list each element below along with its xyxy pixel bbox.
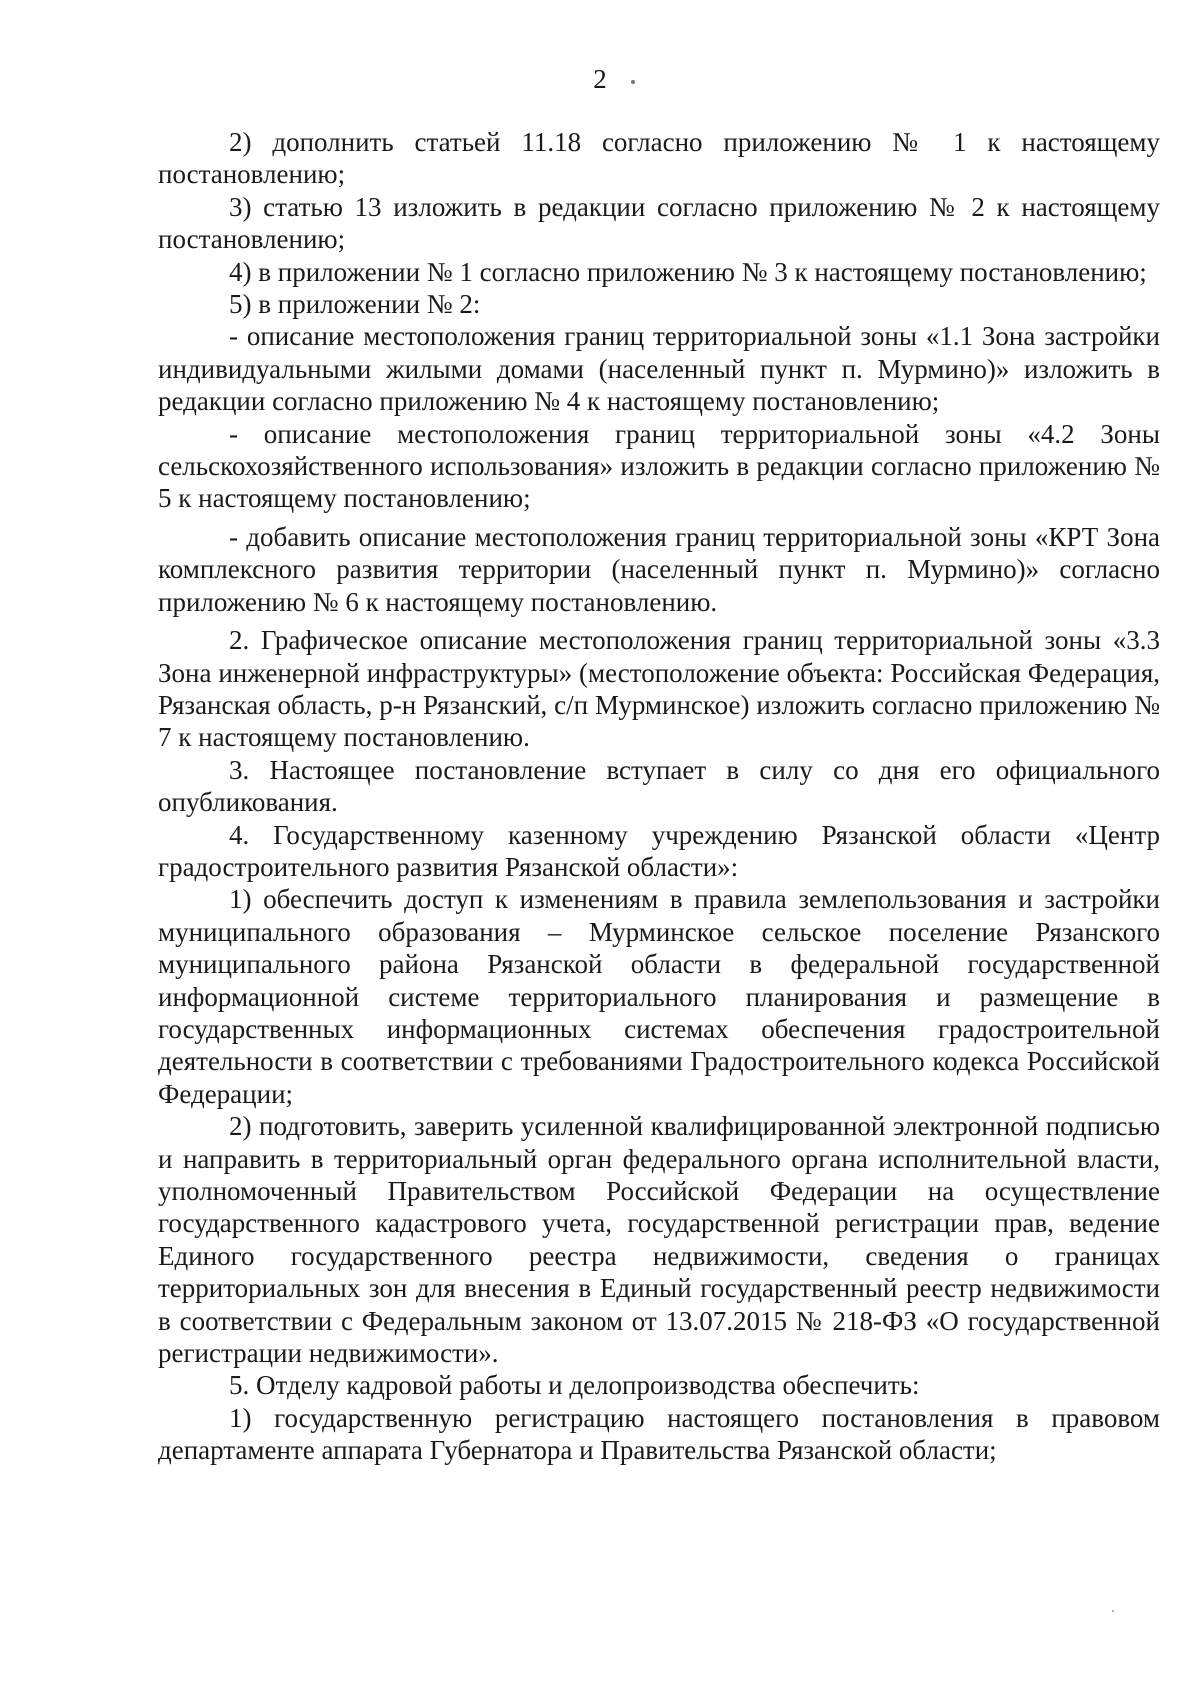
paragraph-item-3: 3) статью 13 изложить в редакции согласно приложению № 2 к настоящему постановлению;: [158, 191, 1160, 255]
paragraph-clause-4: 4. Государственному казенному учреждению Рязанской области «Центр градостроительного развития Рязанской области»:: [158, 819, 1160, 882]
paragraph-subitem-krt-zone: - добавить описание местоположения границ территориальной зоны «КРТ Зона комплексного развития территории (населенный пункт п. Мурмино)» согласно приложению № 6 к настоящему постановлению.: [158, 521, 1160, 617]
document-body: [158, 126, 1160, 1467]
paragraph-clause-4-item-1: 1) обеспечить доступ к изменениям в правила землепользования и застройки муниципального образования – Мурминское сельское поселение Рязанского муниципального района Рязанской области в федеральной государственной информационной системе территориального планирования и размещение в государственных информационных системах обеспечения градостроительной деятельности в соответствии с требованиями Градостроительного кодекса Российской Федерации;: [158, 884, 1160, 1109]
paragraph-clause-5: 5. Отделу кадровой работы и делопроизводства обеспечить:: [229, 1370, 920, 1401]
paragraph-item-4: 4) в приложении № 1 согласно приложению № 3 к настоящему постановлению;: [229, 256, 1147, 287]
paragraph-clause-3: 3. Настоящее постановление вступает в силу со дня его официального опубликования.: [158, 754, 1160, 818]
page-number: 2: [593, 64, 607, 94]
paragraph-clause-4-item-2: 2) подготовить, заверить усиленной квалифицированной электронной подписью и направить в территориальный орган федерального органа исполнительной власти, уполномоченный Правительством Российской Федерации на осуществление государственного кадастрового учета, государственной регистрации прав, ведение Единого государственного реестра недвижимости, сведения о границах территориальных зон для внесения в Единый государственный реестр недвижимости в соответствии с Федеральным законом от 13.07.2015 № 218-ФЗ «О государственной регистрации недвижимости».: [158, 1111, 1160, 1369]
paragraph-item-5: 5) в приложении № 2:: [229, 289, 481, 320]
scan-speck: [1112, 1610, 1114, 1612]
paragraph-subitem-zone-1-1: - описание местоположения границ территориальной зоны «1.1 Зона застройки индивидуальными жилыми домами (населенный пункт п. Мурмино)» изложить в редакции согласно приложению № 4 к настоящему постановлению;: [158, 321, 1160, 417]
paragraph-item-2: 2) дополнить статьей 11.18 согласно приложению № 1 к настоящему постановлению;: [158, 127, 1160, 190]
paragraph-subitem-zone-4-2: - описание местоположения границ территориальной зоны «4.2 Зоны сельскохозяйственного использования» изложить в редакции согласно приложению № 5 к настоящему постановлению;: [158, 418, 1160, 514]
paragraph-clause-5-item-1: 1) государственную регистрацию настоящего постановления в правовом департаменте аппарата Губернатора и Правительства Рязанской области;: [158, 1402, 1160, 1466]
paragraph-clause-2: 2. Графическое описание местоположения границ территориальной зоны «3.3 Зона инженерной инфраструктуры» (местоположение объекта: Российская Федерация, Рязанская область, р-н Рязанский, с/п Мурминское) изложить согласно приложению № 7 к настоящему постановлению.: [158, 625, 1160, 753]
